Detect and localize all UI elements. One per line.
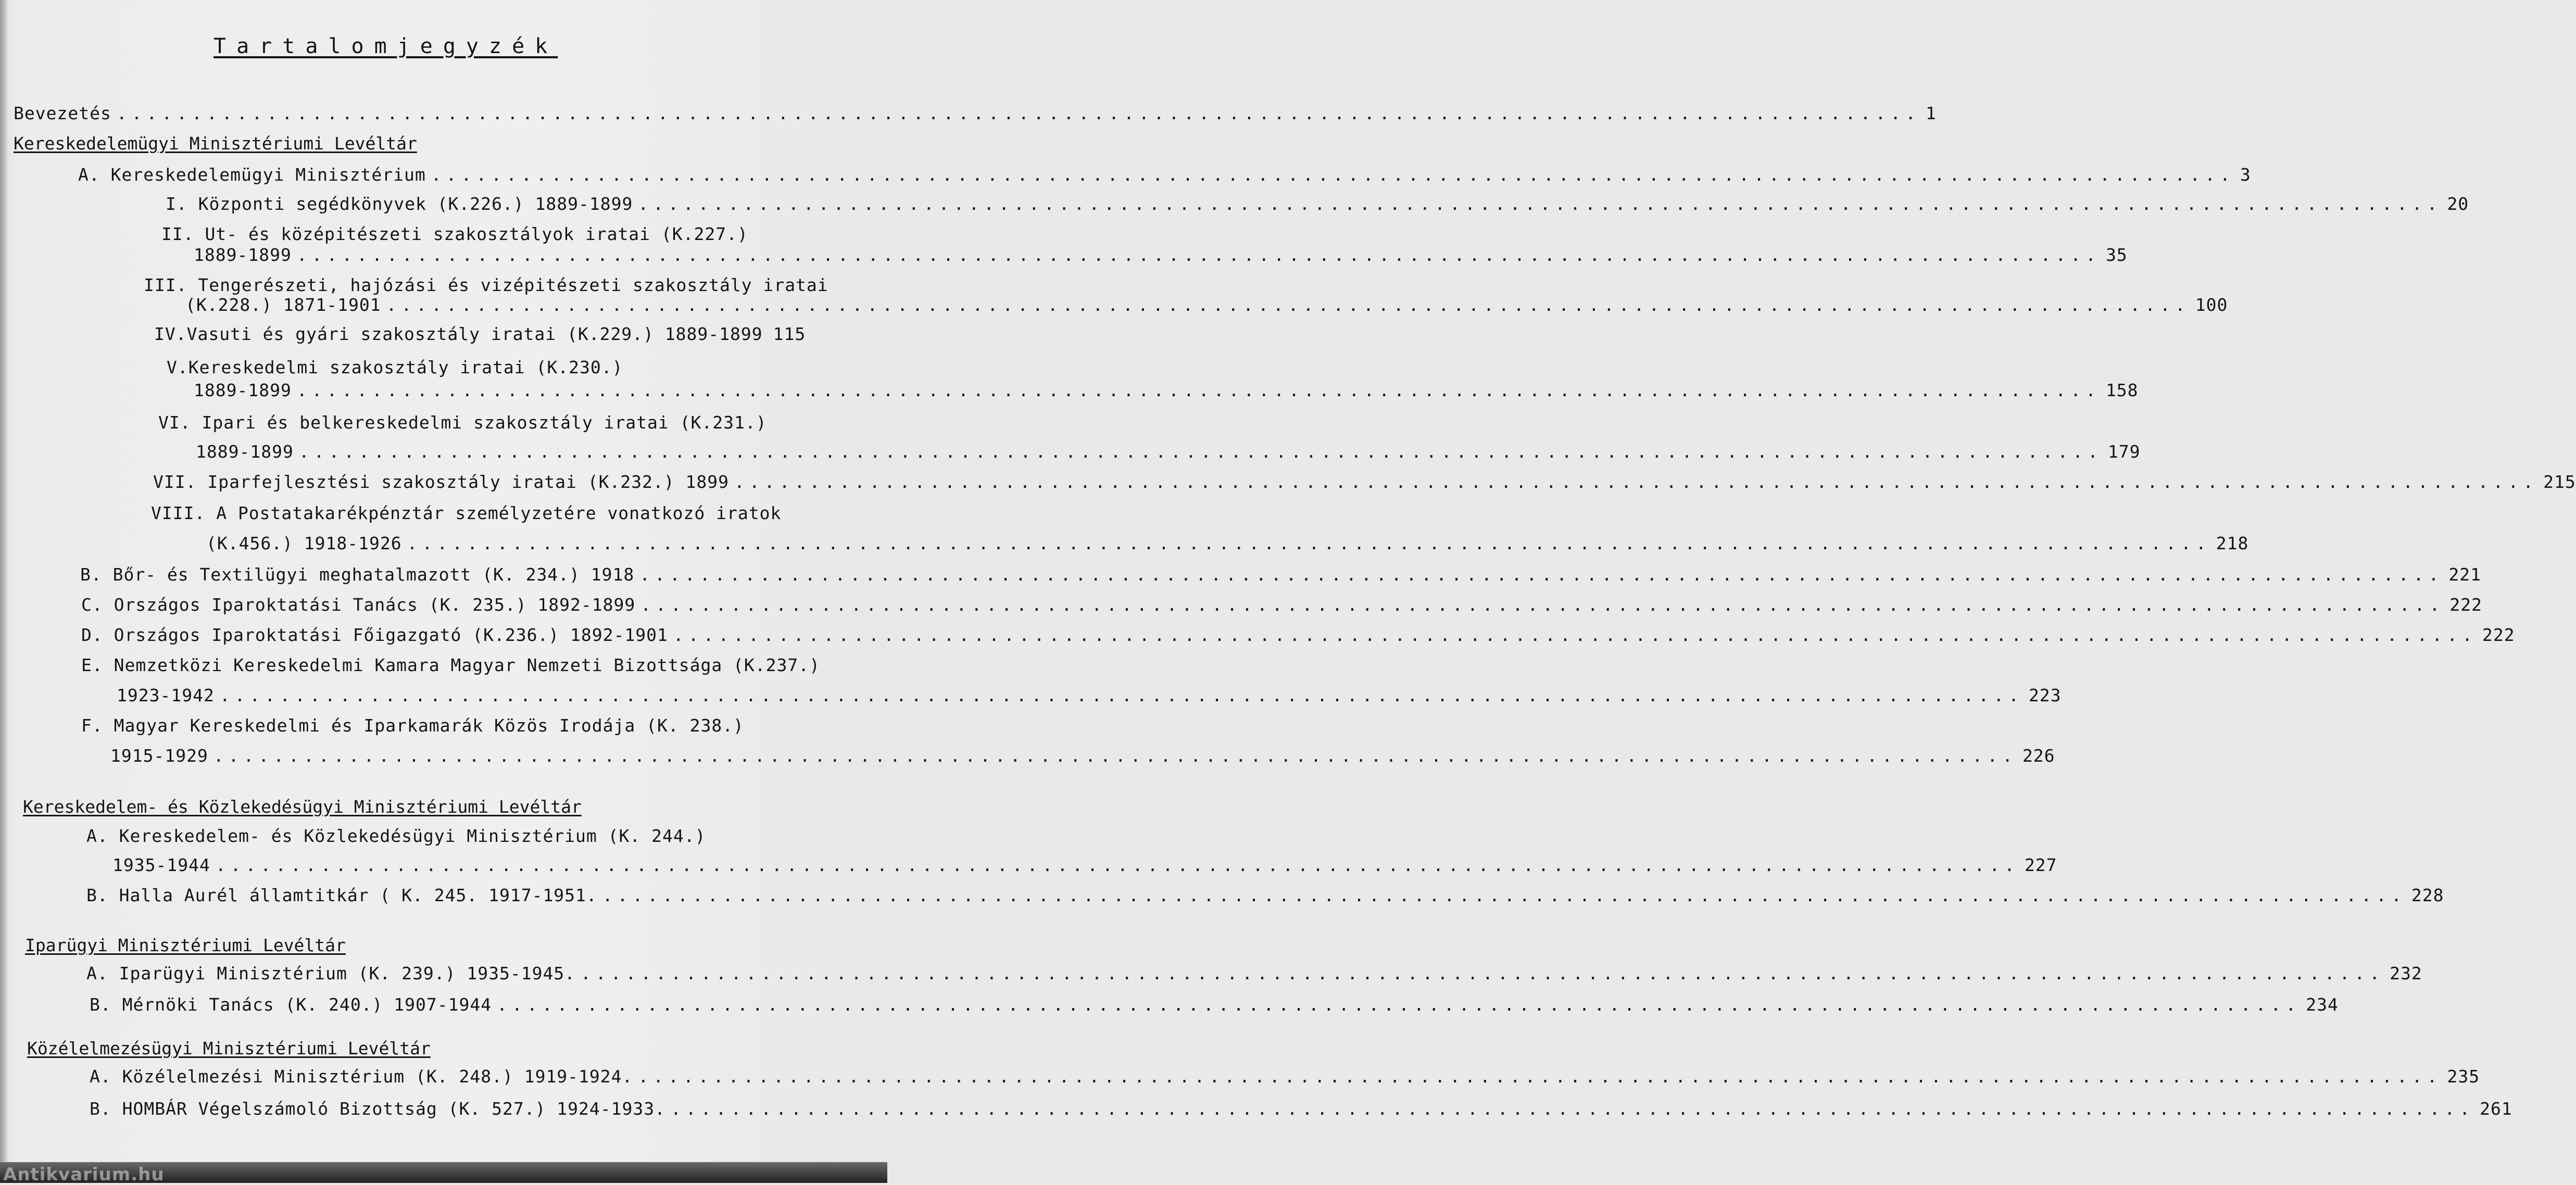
dot-leader: ........................................................................................................................ xyxy=(638,1066,2442,1087)
toc-page-number: 222 xyxy=(2449,595,2482,615)
toc-page-number: 158 xyxy=(2105,380,2139,400)
toc-entry xyxy=(86,885,2444,906)
dot-leader: ........................................................................................................................ xyxy=(431,165,2235,185)
toc-entry xyxy=(196,442,2141,462)
toc-entry xyxy=(90,994,2339,1015)
dot-leader: ........................................................................................................................ xyxy=(671,1099,2475,1119)
toc-entry-label: (K.228.) 1871-1901 xyxy=(185,295,381,315)
toc-entry-label: B. HOMBÁR Végelszámoló Bizottság (K. 527.) 1924-1933. xyxy=(90,1099,665,1119)
toc-entry xyxy=(81,595,2482,615)
toc-entry-line1: VI. Ipari és belkereskedelmi szakosztály iratai (K.231.) xyxy=(158,412,767,433)
toc-entry-label: B. Halla Aurél államtitkár ( K. 245. 1917-1951. xyxy=(86,885,597,905)
toc-entry-label: I. Központi segédkönyvek (K.226.) 1889-1899 xyxy=(166,194,633,214)
toc-entry-label: A. Kereskedelemügyi Minisztérium xyxy=(78,165,426,185)
toc-entry-bevezetes xyxy=(14,103,1937,124)
watermark: Antikvarium.hu xyxy=(3,1164,165,1185)
toc-entry-label: 1935-1944 xyxy=(112,855,210,875)
section-heading: Kereskedelemügyi Minisztériumi Levéltár xyxy=(14,133,417,154)
toc-entry xyxy=(81,625,2515,646)
toc-page-number: 215 xyxy=(2543,472,2576,492)
section-heading: Közélelmezésügyi Minisztériumi Levéltár xyxy=(27,1038,431,1058)
toc-page-number: 1 xyxy=(1925,103,1937,123)
toc-entry-label: IV.Vasuti és gyári szakosztály iratai (K.229.) 1889-1899 xyxy=(154,324,763,344)
toc-entry-line1: A. Kereskedelem- és Közlekedésügyi Minisztérium (K. 244.) xyxy=(86,826,706,846)
toc-page-number: 20 xyxy=(2447,194,2469,214)
dot-leader: ........................................................................................................................ xyxy=(407,533,2211,553)
dot-leader: ........................................................................................................................ xyxy=(213,746,2017,766)
toc-title: Tartalomjegyzék xyxy=(213,34,558,58)
toc-page-number: 218 xyxy=(2216,533,2249,553)
toc-page-number: 226 xyxy=(2022,746,2055,766)
dot-leader: ........................................................................................................................ xyxy=(215,855,2019,875)
toc-page-number: 115 xyxy=(773,324,806,344)
toc-entry-label: 1889-1899 xyxy=(194,245,292,265)
toc-entry-label: 1915-1929 xyxy=(110,746,208,766)
toc-entry xyxy=(154,324,806,345)
toc-entry xyxy=(80,564,2481,585)
dot-leader: ........................................................................................................................ xyxy=(296,380,2101,400)
toc-entry xyxy=(112,855,2057,876)
dot-leader: ........................................................................................................................ xyxy=(602,885,2406,905)
dot-leader: ........................................................................................................................ xyxy=(581,963,2385,984)
toc-entry xyxy=(153,472,2576,493)
dot-leader: ........................................................................................................................ xyxy=(638,194,2442,214)
toc-page-number: 222 xyxy=(2482,625,2515,645)
toc-entry-label: B. Mérnöki Tanács (K. 240.) 1907-1944 xyxy=(90,994,492,1015)
toc-entry-label: (K.456.) 1918-1926 xyxy=(206,533,402,553)
toc-entry-line1: E. Nemzetközi Kereskedelmi Kamara Magyar Nemzeti Bizottsága (K.237.) xyxy=(81,655,821,675)
toc-page-number: 179 xyxy=(2107,442,2141,462)
toc-page-number: 235 xyxy=(2447,1066,2480,1087)
toc-entry-label: 1923-1942 xyxy=(117,685,215,705)
toc-entry-line1: VIII. A Postatakarékpénztár személyzetére vonatkozó iratok xyxy=(151,503,782,523)
toc-page-number: 261 xyxy=(2480,1099,2512,1119)
toc-entry xyxy=(117,685,2062,706)
toc-entry xyxy=(110,746,2055,766)
toc-entry-line1: III. Tengerészeti, hajózási és vizépitészeti szakosztály iratai xyxy=(144,275,828,295)
toc-page-number: 228 xyxy=(2411,885,2444,905)
toc-entry-label: B. Bőr- és Textilügyi meghatalmazott (K. 234.) 1918 xyxy=(80,564,635,585)
dot-leader: ........................................................................................................................ xyxy=(673,625,2477,645)
dot-leader: ........................................................................................................................ xyxy=(640,595,2445,615)
dot-leader: ........................................................................................................................ xyxy=(386,295,2190,315)
toc-entry-label: Bevezetés xyxy=(14,103,111,123)
page-edge-shadow xyxy=(0,0,7,1183)
toc-page-number: 3 xyxy=(2240,165,2251,185)
toc-entry-line1: V.Kereskedelmi szakosztály iratai (K.230.) xyxy=(167,357,623,377)
section-heading: Kereskedelem- és Közlekedésügyi Minisztériumi Levéltár xyxy=(23,797,582,817)
toc-entry-line1: F. Magyar Kereskedelmi és Iparkamarák Közös Irodája (K. 238.) xyxy=(81,715,744,736)
toc-entry xyxy=(206,533,2249,554)
toc-page-number: 35 xyxy=(2105,245,2128,265)
toc-page-number: 100 xyxy=(2195,295,2228,315)
toc-entry xyxy=(194,245,2128,266)
toc-entry-label: VII. Iparfejlesztési szakosztály iratai (K.232.) 1899 xyxy=(153,472,729,492)
toc-entry-label: D. Országos Iparoktatási Főigazgató (K.236.) 1892-1901 xyxy=(81,625,668,645)
toc-page-number: 221 xyxy=(2448,564,2481,585)
dot-leader: ........................................................................................................................ xyxy=(219,685,2024,705)
dot-leader: ........................................................................................................................ xyxy=(497,994,2301,1015)
toc-entry-label: 1889-1899 xyxy=(196,442,294,462)
toc-page-number: 232 xyxy=(2390,963,2422,984)
dot-leader: ........................................................................................................................ xyxy=(116,103,1920,123)
toc-page-number: 234 xyxy=(2306,994,2339,1015)
section-heading: Iparügyi Minisztériumi Levéltár xyxy=(25,935,346,955)
toc-entry-label: A. Közélelmezési Minisztérium (K. 248.) 1919-1924. xyxy=(90,1066,633,1087)
dot-leader: ........................................................................................................................ xyxy=(296,245,2101,265)
toc-entry-label: 1889-1899 xyxy=(194,380,292,400)
toc-entry xyxy=(90,1066,2480,1087)
toc-entry xyxy=(166,194,2469,215)
dot-leader: ........................................................................................................................ xyxy=(639,564,2444,585)
toc-page-number: 223 xyxy=(2028,685,2062,705)
toc-entry-label: A. Iparügyi Minisztérium (K. 239.) 1935-1945. xyxy=(86,963,576,984)
dot-leader: ........................................................................................................................ xyxy=(734,472,2539,492)
dot-leader: ........................................................................................................................ xyxy=(298,442,2103,462)
toc-entry-label: C. Országos Iparoktatási Tanács (K. 235.) 1892-1899 xyxy=(81,595,636,615)
toc-entry xyxy=(78,165,2251,185)
toc-entry xyxy=(185,295,2228,316)
toc-entry xyxy=(86,963,2422,984)
toc-entry xyxy=(90,1099,2512,1119)
toc-entry-line1: II. Ut- és középitészeti szakosztályok iratai (K.227.) xyxy=(161,224,748,244)
toc-entry xyxy=(194,380,2139,401)
toc-page-number: 227 xyxy=(2024,855,2057,875)
